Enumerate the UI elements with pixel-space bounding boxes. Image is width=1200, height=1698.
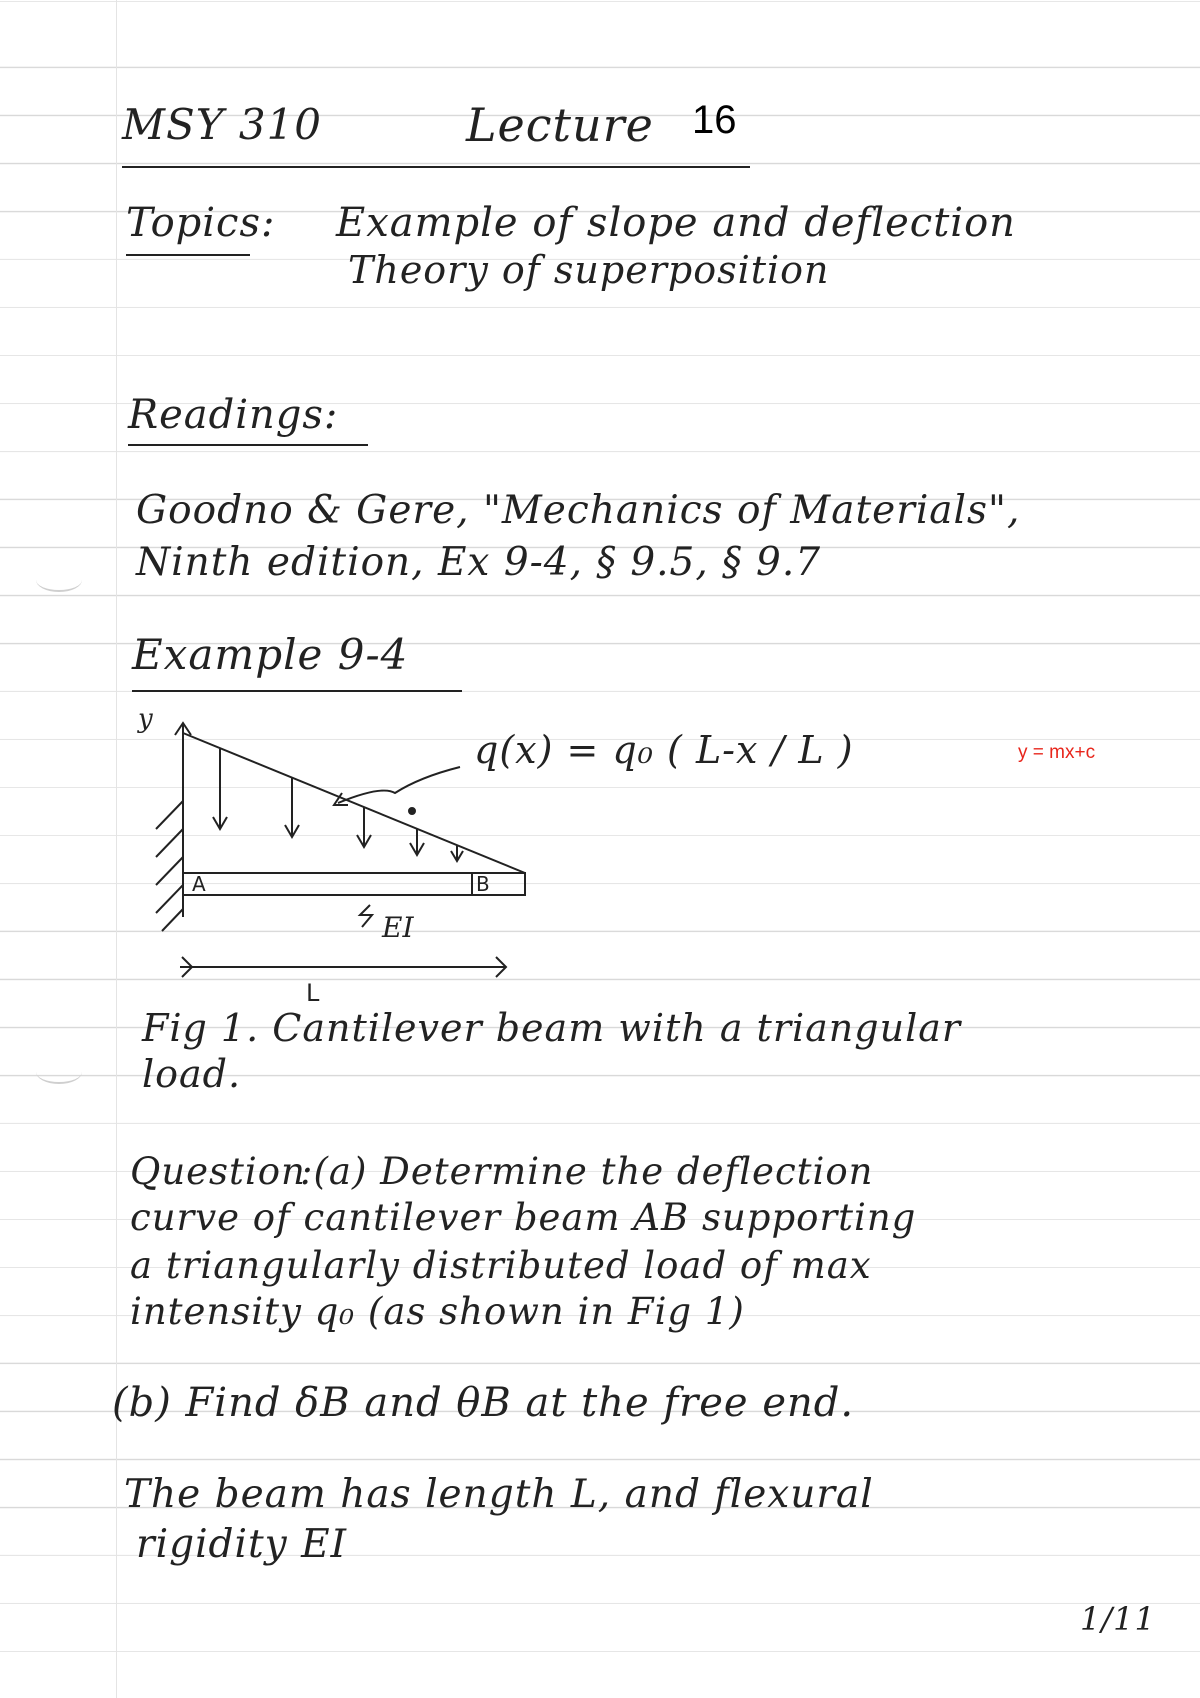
- binder-hole-mark: [36, 1060, 82, 1084]
- figure-caption-line-2: load.: [142, 1052, 242, 1096]
- beam-break-mark: [360, 905, 372, 927]
- example-heading: Example 9-4: [132, 630, 409, 679]
- header-underline: [122, 166, 750, 168]
- equation-pointer: [338, 767, 460, 803]
- topics-label: Topics:: [126, 200, 276, 246]
- topics-line-2: Theory of superposition: [348, 248, 830, 292]
- topics-line-1: Example of slope and deflection: [336, 200, 1016, 246]
- question-line-2: curve of cantilever beam AB supporting: [130, 1196, 917, 1239]
- given-line-2: rigidity EI: [136, 1522, 347, 1567]
- figure-caption-line-1: Fig 1. Cantilever beam with a triangular: [142, 1006, 962, 1050]
- axis-y-label: y: [138, 705, 153, 734]
- lecture-number: 16: [692, 98, 737, 142]
- beam-body: [183, 873, 525, 895]
- course-code: MSY 310: [122, 100, 323, 149]
- stiffness-label: EI: [382, 911, 414, 944]
- question-line-4: intensity q₀ (as shown in Fig 1): [130, 1290, 745, 1333]
- point-a-label: A: [192, 872, 206, 896]
- lecture-word: Lecture: [466, 98, 654, 152]
- margin-line: [116, 0, 117, 1698]
- page-number: 1/11: [1080, 1600, 1156, 1638]
- annotation-note: y = mx+c: [1018, 742, 1096, 763]
- load-equation: q(x) = q₀ ( L-x / L ): [474, 728, 854, 772]
- load-slope-line: [183, 733, 525, 873]
- readings-line-1: Goodno & Gere, "Mechanics of Materials",: [136, 488, 1021, 533]
- topics-underline: [126, 254, 250, 256]
- binder-hole-mark: [36, 568, 82, 592]
- wall-hatching: [156, 801, 183, 931]
- ink-dot: [409, 808, 415, 814]
- length-label: L: [306, 979, 320, 1005]
- readings-underline: [128, 444, 368, 446]
- question-part-b: (b) Find δB and θB at the free end.: [112, 1380, 855, 1426]
- question-label: Question: [130, 1150, 306, 1193]
- cantilever-beam-figure: [120, 705, 620, 1005]
- readings-label: Readings:: [128, 392, 339, 438]
- question-line-3: a triangularly distributed load of max: [130, 1244, 872, 1287]
- question-line-1: :(a) Determine the deflection: [300, 1150, 874, 1193]
- example-underline: [132, 690, 462, 692]
- point-b-label: B: [476, 872, 490, 896]
- given-line-1: The beam has length L, and flexural: [124, 1472, 874, 1517]
- readings-line-2: Ninth edition, Ex 9-4, § 9.5, § 9.7: [136, 540, 822, 585]
